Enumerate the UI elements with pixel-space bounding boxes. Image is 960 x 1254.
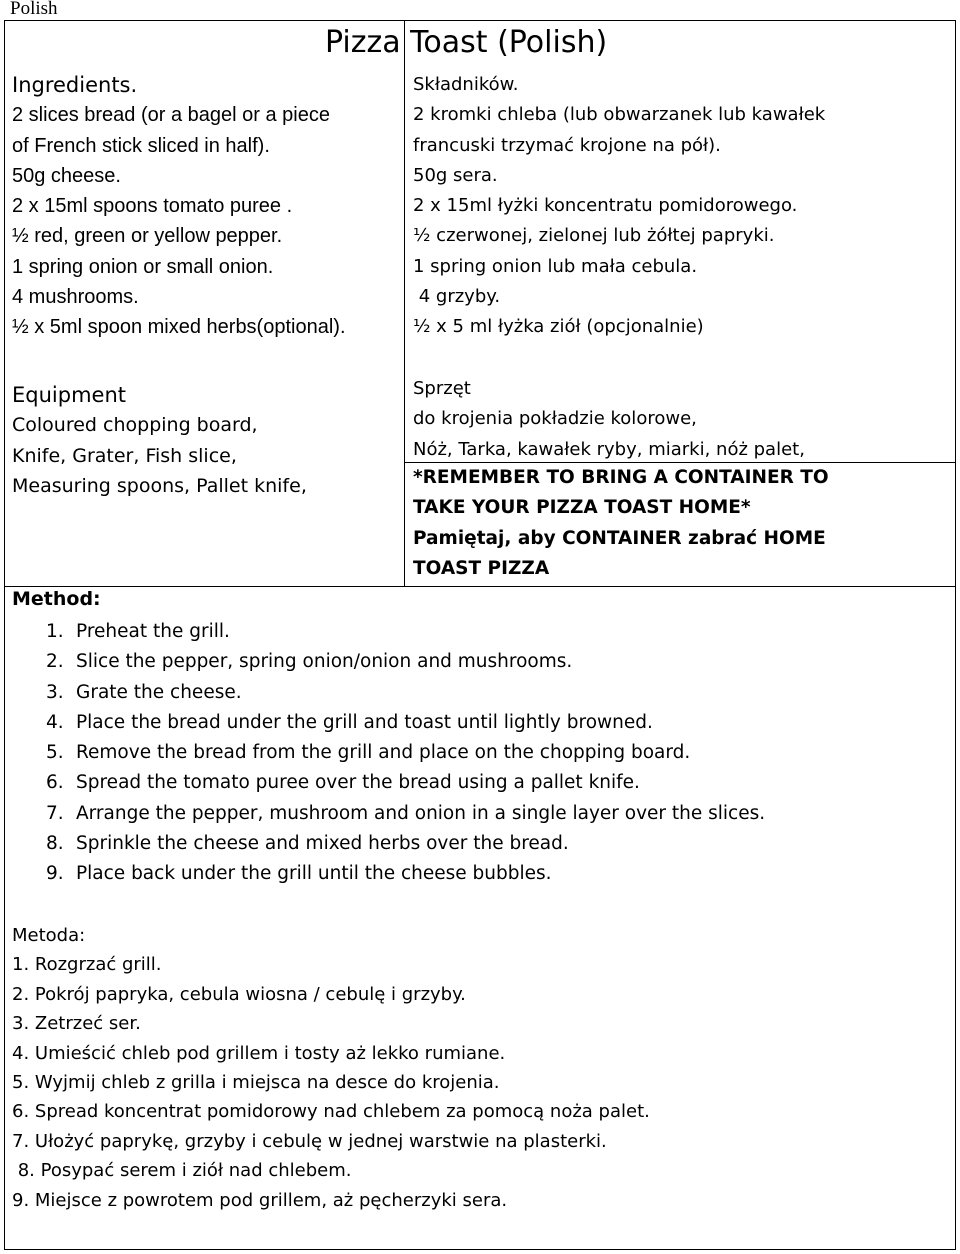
equipment-pl [413,374,805,465]
ingredients-pl-heading: Składników. [413,74,519,95]
method-pl [12,921,650,1215]
section-divider [4,586,956,587]
list-item: 1. Rozgrzać grill. [12,954,162,976]
ingredient-pl-line: 1 spring onion lub mała cebula. [413,255,698,277]
list-item: 5. Remove the bread from the grill and place on the chopping board. [46,742,691,764]
list-item: 3. Grate the cheese. [46,681,242,703]
list-item: 2. Slice the pepper, spring onion/onion and mushrooms. [46,651,573,673]
ingredient-en-line: 2 slices bread (or a bagel or a piece [12,104,330,127]
ingredient-en-line: ½ x 5ml spoon mixed herbs(optional). [12,316,346,339]
method-en-heading: Method: [12,588,101,610]
language-label: Polish [10,0,58,19]
list-item: 4. Place the bread under the grill and toast until lightly browned. [46,711,653,733]
ingredient-pl-line: 50g sera. [413,164,498,186]
list-item: 6. Spread koncentrat pomidorowy nad chlebem za pomocą noża palet. [12,1101,650,1123]
equipment-en-line: Knife, Grater, Fish slice, [12,444,237,467]
list-item: 9. Miejsce z powrotem pod grillem, aż pęcherzyki sera. [12,1189,508,1211]
remember-line: *REMEMBER TO BRING A CONTAINER TO [413,467,829,488]
ingredient-pl-line: 4 grzyby. [413,286,501,308]
remember-line: TAKE YOUR PIZZA TOAST HOME* [413,497,751,519]
list-item: 7. Ułożyć paprykę, grzyby i cebulę w jednej warstwie na plasterki. [12,1130,607,1152]
method-pl-heading: Metoda: [12,925,86,946]
equipment-en-heading: Equipment [12,383,126,407]
equipment-en-line: Measuring spoons, Pallet knife, [12,474,307,497]
page-title: Pizza Toast (Polish) [325,25,608,60]
ingredient-en-line: 4 mushrooms. [12,286,139,309]
ingredient-en-line: 50g cheese. [12,164,121,187]
equipment-pl-line: Nóż, Tarka, kawałek ryby, miarki, nóż palet, [413,438,805,460]
remember-line: Pamiętaj, aby CONTAINER zabrać HOME [413,527,826,549]
method-en-steps [46,617,765,890]
column-divider [404,20,405,587]
ingredient-pl-line: ½ x 5 ml łyżka ziół (opcjonalnie) [413,316,704,338]
ingredient-pl-line: ½ czerwonej, zielonej lub żółtej papryki. [413,225,775,247]
list-item: 4. Umieścić chleb pod grillem i tosty aż lekko rumiane. [12,1042,506,1064]
ingredients-en-heading: Ingredients. [12,73,138,97]
ingredients-pl [413,70,825,343]
list-item: 7. Arrange the pepper, mushroom and onion in a single layer over the slices. [46,802,766,824]
equipment-pl-heading: Sprzęt [413,378,471,399]
ingredient-pl-line: francuski trzymać krojone na pół). [413,134,721,156]
list-item: 2. Pokrój papryka, cebula wiosna / cebulę i grzyby. [12,983,466,1005]
equipment-en-line: Coloured chopping board, [12,414,258,437]
ingredient-en-line: 2 x 15ml spoons tomato puree . [12,195,293,218]
list-item: 8. Sprinkle the cheese and mixed herbs over the bread. [46,833,569,855]
list-item: 8. Posypać serem i ziół nad chlebem. [12,1160,352,1182]
ingredients-en [12,70,346,343]
ingredient-pl-line: 2 kromki chleba (lub obwarzanek lub kawałek [413,104,826,126]
list-item: 3. Zetrzeć ser. [12,1013,141,1035]
ingredient-pl-line: 2 x 15ml łyżki koncentratu pomidorowego. [413,195,798,217]
list-item: 5. Wyjmij chleb z grilla i miejsca na desce do krojenia. [12,1071,500,1093]
list-item: 1. Preheat the grill. [46,621,230,642]
equipment-en [12,380,307,501]
ingredient-en-line: 1 spring onion or small onion. [12,255,274,278]
list-item: 6. Spread the tomato puree over the bread using a pallet knife. [46,772,640,794]
ingredient-en-line: ½ red, green or yellow pepper. [12,225,283,248]
remember-line: TOAST PIZZA [413,557,550,579]
ingredient-en-line: of French stick sliced in half). [12,134,270,157]
equipment-pl-line: do krojenia pokładzie kolorowe, [413,408,697,430]
remember-notice [413,463,829,584]
list-item: 9. Place back under the grill until the cheese bubbles. [46,863,552,885]
